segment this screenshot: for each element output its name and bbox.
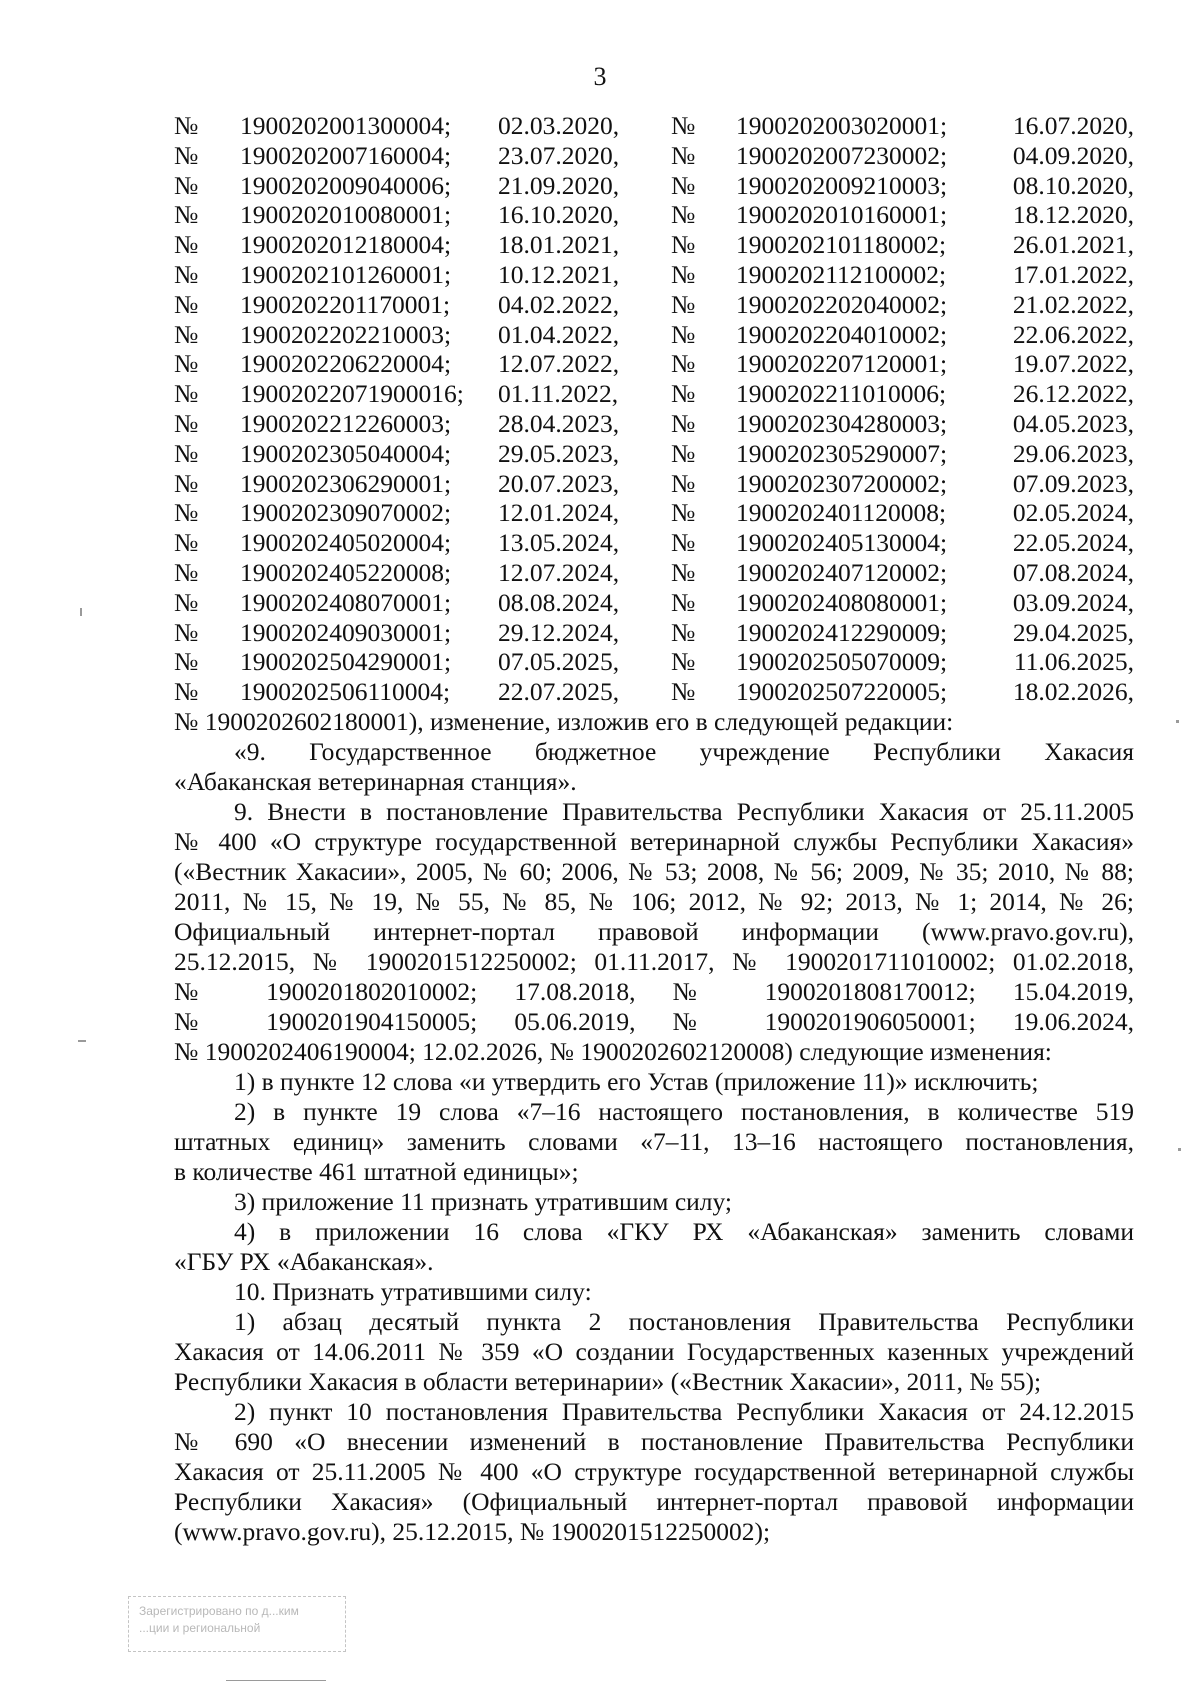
registry-row [174,379,1134,409]
registration-number: 1900202009040006; [240,170,452,200]
registration-number: 19002022071900016; [240,379,464,409]
publication-date: 13.05.2024, [498,528,620,558]
registration-number: 1900202202040002; [736,289,948,319]
publication-date: 07.09.2023, [1012,468,1134,498]
publication-date: 29.12.2024, [498,617,620,647]
paragraph-line: № 1900202602180001), изменение, изложив его в следующей редакции: [174,707,954,736]
paragraph-line: Хакасия от 14.06.2011 № 359 «О создании Государственных казенных учреждений [174,1337,1134,1366]
number-sign: № [671,230,696,260]
paragraph-line: № 690 «О внесении изменений в постановление Правительства Республики [174,1427,1134,1456]
registration-number: 1900202309070002; [240,498,452,528]
publication-date: 04.02.2022, [498,289,620,319]
number-sign: № [174,528,199,558]
registration-number: 1900202010080001; [240,200,452,230]
stamp-line: ...ции и региональной [139,1621,261,1635]
registration-number: 1900202409030001; [240,617,452,647]
publication-date: 19.07.2022, [1012,349,1134,379]
paragraph-line: «ГБУ РХ «Абаканская». [174,1247,434,1276]
registration-number: 1900202003020001; [736,111,948,140]
publication-date: 12.01.2024, [498,498,620,528]
publication-date: 26.01.2021, [1012,230,1134,260]
registry-row [174,618,1134,648]
registration-number: 1900202407120002; [736,558,948,587]
number-sign: № [671,468,696,498]
publication-date: 21.02.2022, [1012,289,1134,319]
publication-date: 29.05.2023, [498,438,620,468]
publication-date: 08.08.2024, [498,587,620,617]
publication-date: 21.09.2020, [498,170,620,200]
scan-speck [78,1040,86,1042]
registry-row [174,171,1134,201]
registry-row [174,558,1134,588]
registry-row [174,260,1134,290]
paragraph-line: штатных единиц» заменить словами «7–11, 13–16 настоящего постановления, [174,1127,1134,1156]
scan-speck [80,608,82,616]
publication-date: 18.01.2021, [498,230,620,260]
publication-date: 22.07.2025, [498,677,620,707]
registration-number: 1900202009210003; [736,170,948,200]
number-sign: № [174,170,199,200]
paragraph-line: (www.pravo.gov.ru), 25.12.2015, № 1900201512250002); [174,1517,771,1546]
publication-date: 28.04.2023, [498,409,620,438]
paragraph-line: 9. Внести в постановление Правительства Республики Хакасия от 25.11.2005 [234,797,1134,826]
registry-row [174,439,1134,469]
number-sign: № [671,558,696,587]
paragraph-line: в количестве 461 штатной единицы»; [174,1157,579,1186]
paragraph-line: («Вестник Хакасии», 2005, № 60; 2006, № 53; 2008, № 56; 2009, № 35; 2010, № 88; [174,857,1134,886]
publication-date: 29.06.2023, [1012,438,1134,468]
paragraph-line: «9. Государственное бюджетное учреждение Республики Хакасия [234,737,1134,766]
publication-date: 04.05.2023, [1012,409,1134,438]
number-sign: № [671,170,696,200]
registry-row [174,647,1134,677]
number-sign: № [671,200,696,230]
number-sign: № [174,230,199,260]
registration-number: 1900202305040004; [240,438,452,468]
publication-date: 16.07.2020, [1012,111,1134,140]
number-sign: № [671,140,696,170]
registry-row [174,469,1134,499]
registration-number: 1900202101260001; [240,260,452,289]
number-sign: № [174,498,199,528]
registration-number: 1900202405020004; [240,528,452,558]
registration-number: 1900202412290009; [736,617,948,647]
registry-row [174,320,1134,350]
paragraph-line: Республики Хакасия» (Официальный интернет-портал правовой информации [174,1487,1134,1516]
number-sign: № [174,558,199,587]
registration-number: 1900202506110004; [240,677,451,707]
registration-number: 1900202007230002; [736,140,948,170]
registration-number: 1900202201170001; [240,289,451,319]
paragraph-line: Хакасия от 25.11.2005 № 400 «О структуре государственной ветеринарной службы [174,1457,1134,1486]
stamp-line: Зарегистрировано по д...ким [139,1604,299,1618]
registration-number: 1900202304280003; [736,409,948,438]
registration-number: 1900202307200002; [736,468,948,498]
registry-row [174,498,1134,528]
registration-number: 1900202505070009; [736,647,948,677]
paragraph-line: 1) абзац десятый пункта 2 постановления Правительства Республики [234,1307,1134,1336]
number-sign: № [174,409,199,438]
number-sign: № [671,289,696,319]
paragraph-line: «Абаканская ветеринарная станция». [174,767,577,796]
registry-row [174,677,1134,707]
paragraph-line: 25.12.2015, № 1900201512250002; 01.11.2017, № 1900201711010002; 01.02.2018, [174,947,1134,976]
number-sign: № [174,617,199,647]
publication-date: 18.02.2026, [1012,677,1134,707]
paragraph-line: Официальный интернет-портал правовой информации (www.pravo.gov.ru), [174,917,1134,946]
number-sign: № [174,349,199,379]
registration-number: 1900202401120008; [736,498,947,528]
paragraph-line: Республики Хакасия в области ветеринарии» («Вестник Хакасии», 2011, № 55); [174,1367,1042,1396]
paragraph-line: № 1900202406190004; 12.02.2026, № 1900202602120008) следующие изменения: [174,1037,1052,1066]
registration-number: 1900202408070001; [240,587,452,617]
registry-row [174,200,1134,230]
paragraph-line: 2) пункт 10 постановления Правительства Республики Хакасия от 24.12.2015 [234,1397,1134,1426]
registration-number: 1900202206220004; [240,349,452,379]
number-sign: № [174,677,199,707]
registration-number: 1900202211010006; [736,379,947,409]
document-body [174,707,1134,1547]
registration-number: 1900202010160001; [736,200,948,230]
publication-date: 18.12.2020, [1012,200,1134,230]
paragraph-line: 4) в приложении 16 слова «ГКУ РХ «Абаканская» заменить словами [234,1217,1134,1246]
scan-speck [226,1680,326,1681]
registration-number: 1900202001300004; [240,111,452,140]
number-sign: № [174,260,199,289]
number-sign: № [174,438,199,468]
number-sign: № [174,111,199,140]
number-sign: № [671,647,696,677]
registration-number: 1900202305290007; [736,438,948,468]
registration-number: 1900202408080001; [736,587,948,617]
paragraph-line: № 400 «О структуре государственной ветеринарной службы Республики Хакасия» [174,827,1134,856]
publication-date: 01.04.2022, [498,319,620,349]
paragraph-line: 2011, № 15, № 19, № 55, № 85, № 106; 2012, № 92; 2013, № 1; 2014, № 26; [174,887,1134,916]
number-sign: № [174,647,199,677]
registry-row [174,111,1134,141]
publication-date: 29.04.2025, [1012,617,1134,647]
number-sign: № [174,200,199,230]
number-sign: № [671,319,696,349]
number-sign: № [671,587,696,617]
registration-number: 1900202007160004; [240,140,452,170]
registration-number: 1900202504290001; [240,647,452,677]
registry-row [174,141,1134,171]
number-sign: № [671,111,696,140]
scan-speck [1178,1148,1181,1151]
publication-date: 01.11.2022, [498,379,619,409]
registry-row [174,230,1134,260]
publication-date: 04.09.2020, [1012,140,1134,170]
paragraph-line: 2) в пункте 19 слова «7–16 настоящего постановления, в количестве 519 [234,1097,1134,1126]
scan-speck [1176,720,1179,723]
number-sign: № [174,289,199,319]
publication-date: 17.01.2022, [1012,260,1134,289]
registration-stamp [128,1596,346,1652]
publication-date: 22.06.2022, [1012,319,1134,349]
paragraph-line: 1) в пункте 12 слова «и утвердить его Устав (приложение 11)» исключить; [234,1067,1039,1096]
registration-number: 1900202101180002; [736,230,947,260]
publication-date: 08.10.2020, [1012,170,1134,200]
registry-row [174,528,1134,558]
number-sign: № [174,379,199,409]
publication-date: 26.12.2022, [1012,379,1134,409]
publication-date: 02.03.2020, [498,111,620,140]
publication-date: 02.05.2024, [1012,498,1134,528]
number-sign: № [671,379,696,409]
number-sign: № [671,677,696,707]
number-sign: № [174,587,199,617]
publication-date: 10.12.2021, [498,260,620,289]
publication-date: 03.09.2024, [1012,587,1134,617]
publication-date: 07.05.2025, [498,647,620,677]
paragraph-line: 10. Признать утратившими силу: [234,1277,592,1306]
registration-number: 1900202012180004; [240,230,452,260]
number-sign: № [671,349,696,379]
number-sign: № [174,140,199,170]
number-sign: № [671,617,696,647]
registration-number: 1900202204010002; [736,319,948,349]
publication-date: 07.08.2024, [1012,558,1134,587]
publication-date: 22.05.2024, [1012,528,1134,558]
paragraph-line: № 1900201904150005; 05.06.2019, № 1900201906050001; 19.06.2024, [174,1007,1134,1036]
publication-date: 23.07.2020, [498,140,620,170]
publication-date: 16.10.2020, [498,200,620,230]
registry-row [174,409,1134,439]
registration-number: 1900202405130004; [736,528,948,558]
registration-number: 1900202306290001; [240,468,452,498]
registration-number: 1900202405220008; [240,558,452,587]
paragraph-line: 3) приложение 11 признать утратившим силу; [234,1187,733,1216]
registry-row [174,349,1134,379]
registration-number: 1900202507220005; [736,677,948,707]
publication-date: 11.06.2025, [1013,647,1134,677]
registration-number: 1900202202210003; [240,319,452,349]
number-sign: № [671,409,696,438]
number-sign: № [174,468,199,498]
number-sign: № [671,498,696,528]
publication-date: 20.07.2023, [498,468,620,498]
number-sign: № [174,319,199,349]
publication-date: 12.07.2022, [498,349,620,379]
registry-row [174,290,1134,320]
registry-row [174,588,1134,618]
number-sign: № [671,260,696,289]
registration-number: 1900202207120001; [736,349,948,379]
paragraph-line: № 1900201802010002; 17.08.2018, № 1900201808170012; 15.04.2019, [174,977,1134,1006]
page-number: 3 [593,62,607,91]
registration-number: 1900202212260003; [240,409,452,438]
number-sign: № [671,528,696,558]
number-sign: № [671,438,696,468]
registration-number: 1900202112100002; [736,260,947,289]
publication-date: 12.07.2024, [498,558,620,587]
